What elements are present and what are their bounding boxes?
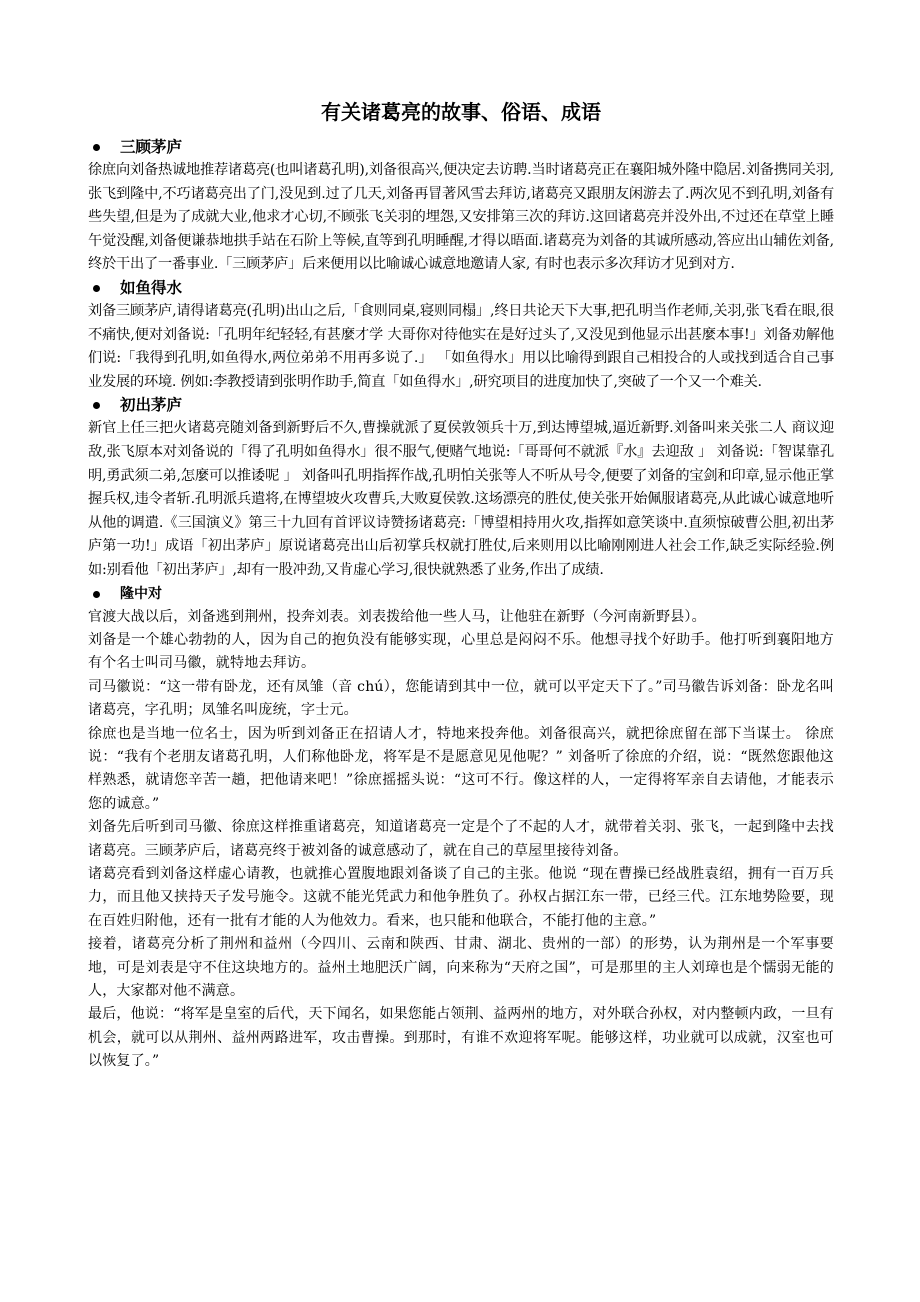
section-heading-label: 三顾茅庐 xyxy=(120,138,183,156)
bullet-icon xyxy=(93,591,100,598)
section-heading-sangu xyxy=(88,136,834,159)
bullet-icon xyxy=(93,285,100,292)
paragraph: 新官上任三把火诸葛亮随刘备到新野后不久,曹操就派了夏侯敦领兵十万,到达博望城,逼近新野.刘备叫来关张二人 商议迎敌,张飞原本对刘备说的「得了孔明如鱼得水」很不服气,便赌气地说:「哥哥何不就派『水』去迎敌 」 刘备说:「智谋靠孔明,勇武须二弟,怎麼可以推诿呢 」 刘备叫孔明指挥作战,孔明怕关张等人不听从号令,便要了刘备的宝剑和印章,显示他正掌握兵权,违令者斩.孔明派兵遣将,在博望坡火攻曹兵,大败夏侯敦.这场漂亮的胜仗,使关张开始佩服诸葛亮,从此诚心诚意地听从他的调遣.《三国演义》第三十九回有首评议诗赞扬诸葛亮:「博望相持用火攻,指挥如意笑谈中.直须惊破曹公胆,初出茅庐第一功!」成语「初出茅庐」原说诸葛亮出山后初掌兵权就打胜仗,后来则用以比喻刚刚进人社会工作,缺乏实际经验.例如:别看他「初出茅庐」,却有一股冲劲,又肯虚心学习,很快就熟悉了业务,作出了成绩. xyxy=(88,420,834,578)
paragraph: 徐庶向刘备热诚地推荐诸葛亮(也叫诸葛孔明),刘备很高兴,便决定去访聘.当时诸葛亮正在襄阳城外隆中隐居.刘备携同关羽,张飞到隆中,不巧诸葛亮出了门,没见到.过了几天,刘备再冒著风雪去拜访,诸葛亮又跟朋友闲游去了.两次见不到孔明,刘备有些失望,但是为了成就大业,他求才心切,不顾张飞关羽的埋怨,又安排第三次的拜访.这回诸葛亮并没外出,不过还在草堂上睡午觉没醒,刘备便谦恭地拱手站在石阶上等候,直等到孔明睡醒,才得以晤面.诸葛亮为刘备的其诚所感动,答应出山辅佐刘备,终於干出了一番事业.「三顾茅庐」后来便用以比喻诚心诚意地邀请人家, 有时也表示多次拜访才见到对方. xyxy=(88,162,834,273)
section-heading-longzhong xyxy=(88,583,834,606)
section-heading-chuchu xyxy=(88,394,834,417)
section-heading-ruyu xyxy=(88,277,834,300)
paragraph: 刘备是一个雄心勃勃的人，因为自己的抱负没有能够实现，心里总是闷闷不乐。他想寻找个好助手。他打听到襄阳地方有个名士叫司马徽，就特地去拜访。 xyxy=(88,631,834,672)
section-heading-label: 隆中对 xyxy=(120,585,162,602)
paragraph: 最后，他说：“将军是皇室的后代，天下闻名，如果您能占领荆、益两州的地方，对外联合孙权，对内整顿内政，一旦有机会，就可以从荆州、益州两路进军，攻击曹操。到那时，有谁不欢迎将军呢。能够这样，功业就可以成就，汉室也可以恢复了。” xyxy=(88,1006,834,1070)
paragraph: 徐庶也是当地一位名士，因为听到刘备正在招请人才，特地来投奔他。刘备很高兴，就把徐庶留在部下当谋士。 徐庶说：“我有个老朋友诸葛孔明，人们称他卧龙，将军是不是愿意见见他呢？” 刘备听了徐庶的介绍，说：“既然您跟他这样熟悉，就请您辛苦一趟，把他请来吧！”徐庶摇摇头说：“这可不行。像这样的人，一定得将军亲自去请他，才能表示您的诚意。” xyxy=(88,725,834,812)
bullet-icon xyxy=(93,402,100,409)
section-heading-label: 初出茅庐 xyxy=(120,396,183,415)
bullet-icon xyxy=(93,144,100,151)
section-heading-label: 如鱼得水 xyxy=(120,278,183,297)
paragraph: 刘备三顾茅庐,请得诸葛亮(孔明)出山之后,「食则同桌,寝则同榻」,终日共论天下大事,把孔明当作老师,关羽,张飞看在眼,很不痛快,便对刘备说:「孔明年纪轻轻,有甚麼才学 大哥你对待他实在是好过头了,又没见到他显示出甚麼本事!」刘备劝解他们说:「我得到孔明,如鱼得水,两位弟弟不用再多说了.」 「如鱼得水」用以比喻得到跟自己相投合的人或找到适合自己事业发展的环境. 例如:李教授请到张明作助手,简直「如鱼得水」,研究项目的进度加快了,突破了一个又一个难关. xyxy=(88,302,834,390)
paragraph: 接着，诸葛亮分析了荆州和益州（今四川、云南和陕西、甘肃、湖北、贵州的一部）的形势，认为荆州是一个军事要地，可是刘表是守不住这块地方的。益州土地肥沃广阔，向来称为“天府之国”，可是那里的主人刘璋也是个懦弱无能的人，大家都对他不满意。 xyxy=(88,936,834,999)
paragraph: 官渡大战以后，刘备逃到荆州，投奔刘表。刘表拨给他一些人马，让他驻在新野（今河南新野县）。 xyxy=(88,608,706,625)
paragraph: 诸葛亮看到刘备这样虚心请教，也就推心置腹地跟刘备谈了自己的主张。他说 “现在曹操已经战胜袁绍，拥有一百万兵力，而且他又挟持天子发号施令。这就不能光凭武力和他争胜负了。孙权占据江东一带，已经三代。江东地势险要，现在百姓归附他，还有一批有才能的人为他效力。看来，也只能和他联合，不能打他的主意。” xyxy=(88,865,834,929)
paragraph: 刘备先后听到司马徽、徐庶这样推重诸葛亮，知道诸葛亮一定是个了不起的人才，就带着关羽、张飞，一起到隆中去找诸葛亮。三顾茅庐后，诸葛亮终于被刘备的诚意感动了，就在自己的草屋里接待刘备。 xyxy=(88,819,834,859)
paragraph: 司马徽说：“这一带有卧龙，还有凤雏（音 chú），您能请到其中一位，就可以平定天下了。”司马徽告诉刘备：卧龙名叫诸葛亮，字孔明；凤雏名叫庞统，字士元。 xyxy=(88,678,834,719)
page-title: 有关诸葛亮的故事、俗语、成语 xyxy=(321,100,601,124)
